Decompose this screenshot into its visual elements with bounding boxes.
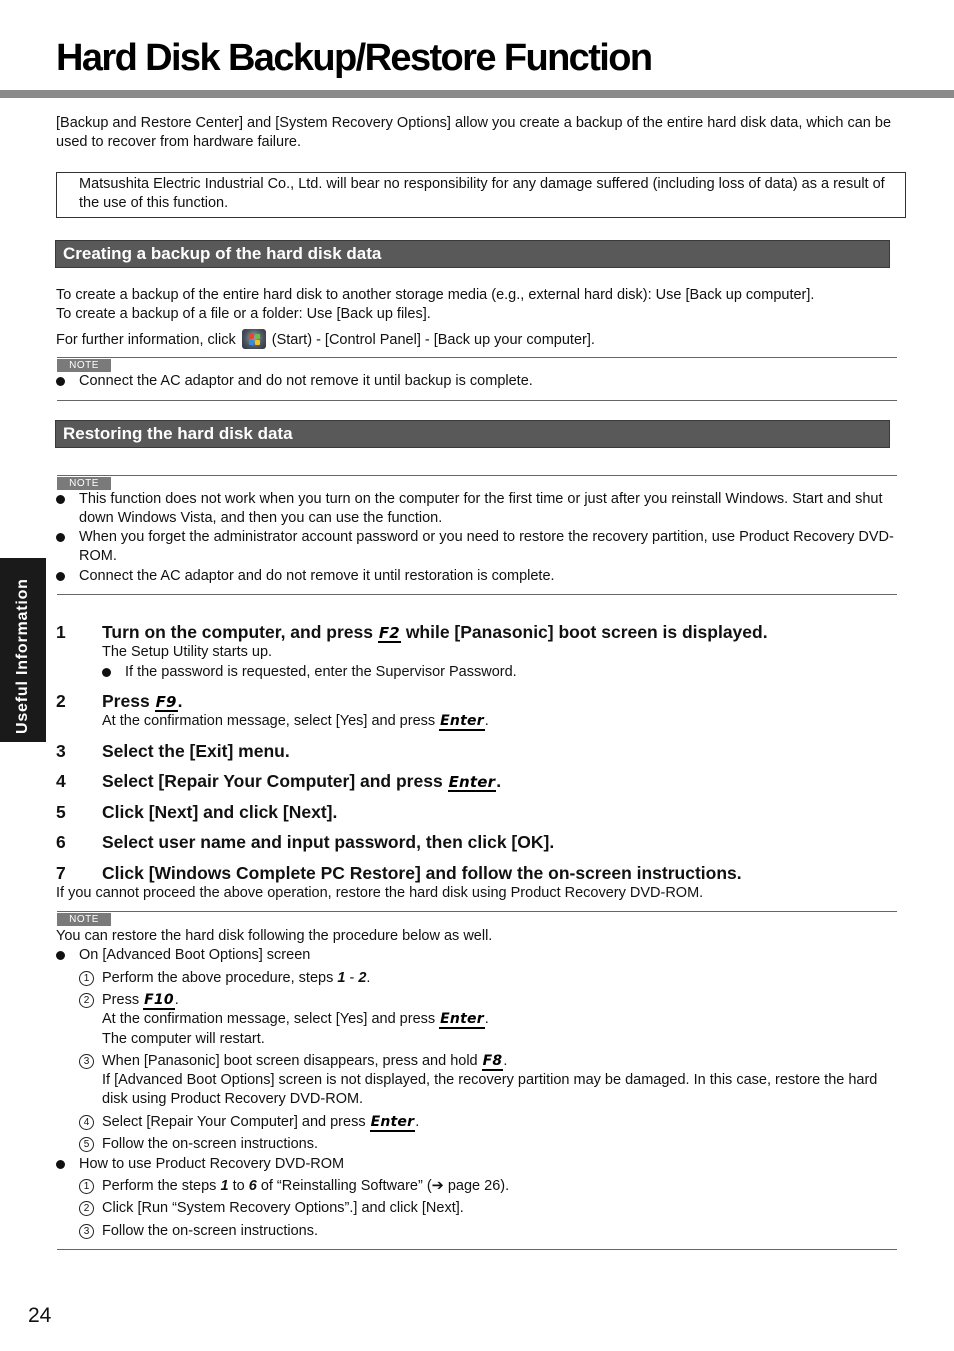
- key-f8: F8: [482, 1053, 503, 1069]
- disclaimer-box: Matsushita Electric Industrial Co., Ltd. will bear no responsibility for any damage suffered (including loss of data) as a result of the use of this function.: [56, 172, 906, 218]
- backup-line-2: To create a backup of a file or a folder: Use [Back up files].: [56, 306, 431, 322]
- note-label: NOTE: [57, 359, 111, 372]
- note-intro: You can restore the hard disk following the procedure below as well.: [56, 928, 493, 944]
- key-f9: F9: [155, 693, 177, 711]
- adv-item-3: 3 When [Panasonic] boot screen disappears, press and hold F8.: [102, 1052, 898, 1071]
- key-enter: Enter: [370, 1114, 415, 1130]
- side-tab-label: Useful Information: [14, 578, 31, 734]
- dvd-item-1: 1 Perform the steps 1 to 6 of “Reinstalling Software” (➔ page 26).: [102, 1177, 898, 1196]
- adv-item-2-line-3: The computer will restart.: [102, 1031, 265, 1047]
- section-heading-backup: Creating a backup of the hard disk data: [55, 240, 890, 268]
- backup-line-3: [56, 329, 896, 350]
- note-rule-bottom: [57, 400, 897, 401]
- note-rule-top: [57, 911, 897, 912]
- intro-paragraph: [Backup and Restore Center] and [System Recovery Options] allow you create a backup of the entire hard disk data, which can be used to recover from hardware failure.: [56, 115, 892, 150]
- key-f2: F2: [378, 624, 400, 642]
- key-f10: F10: [144, 992, 174, 1008]
- adv-item-5: 5 Follow the on-screen instructions.: [102, 1135, 898, 1154]
- note-label: NOTE: [57, 913, 111, 926]
- note-rule-top: [57, 357, 897, 358]
- note-rule-top: [57, 475, 897, 476]
- arrow-right-icon: ➔: [431, 1178, 444, 1194]
- note-label: NOTE: [57, 477, 111, 490]
- bullet-dot: [56, 377, 65, 386]
- adv-item-3-line-2: If [Advanced Boot Options] screen is not displayed, the recovery partition may be damaged. In this case, restore the hard disk using Product Recovery DVD-ROM.: [102, 1072, 878, 1107]
- adv-item-1: 1 Perform the above procedure, steps 1 - 2.: [102, 969, 898, 988]
- section-heading-restore: Restoring the hard disk data: [55, 420, 890, 448]
- dvd-item-2: 2 Click [Run “System Recovery Options”.] and click [Next].: [102, 1199, 898, 1218]
- page-reference-link[interactable]: page 26).: [447, 1178, 510, 1194]
- key-enter: Enter: [448, 773, 496, 791]
- page-title: Hard Disk Backup/Restore Function: [56, 37, 652, 79]
- note-rule-bottom: [57, 1249, 897, 1250]
- dvd-item-3: 3 Follow the on-screen instructions.: [102, 1222, 898, 1241]
- key-enter: Enter: [440, 713, 484, 729]
- page-number: 24: [28, 1304, 52, 1327]
- backup-line-3-pre: For further information, click: [56, 332, 236, 348]
- windows-start-orb-icon: [242, 329, 266, 349]
- after-steps-text: If you cannot proceed the above operation, restore the hard disk using Product Recovery DVD-ROM.: [56, 885, 704, 901]
- backup-line-3-post: (Start) - [Control Panel] - [Back up your computer].: [271, 332, 595, 348]
- step-1-detail: The Setup Utility starts up.: [102, 644, 273, 660]
- side-tab: [0, 558, 46, 742]
- adv-item-4: 4 Select [Repair Your Computer] and press Enter.: [102, 1113, 898, 1132]
- adv-item-2: 2 Press F10.: [102, 991, 898, 1010]
- key-enter: Enter: [440, 1011, 484, 1027]
- step-2-detail: At the confirmation message, select [Yes] and press Enter.: [102, 713, 489, 729]
- note-rule-bottom: [57, 594, 897, 595]
- title-rule: [0, 90, 954, 98]
- adv-item-2-line-2: At the confirmation message, select [Yes] and press Enter.: [102, 1011, 489, 1027]
- backup-line-1: To create a backup of the entire hard disk to another storage media (e.g., external hard disk): Use [Back up computer].: [56, 287, 815, 303]
